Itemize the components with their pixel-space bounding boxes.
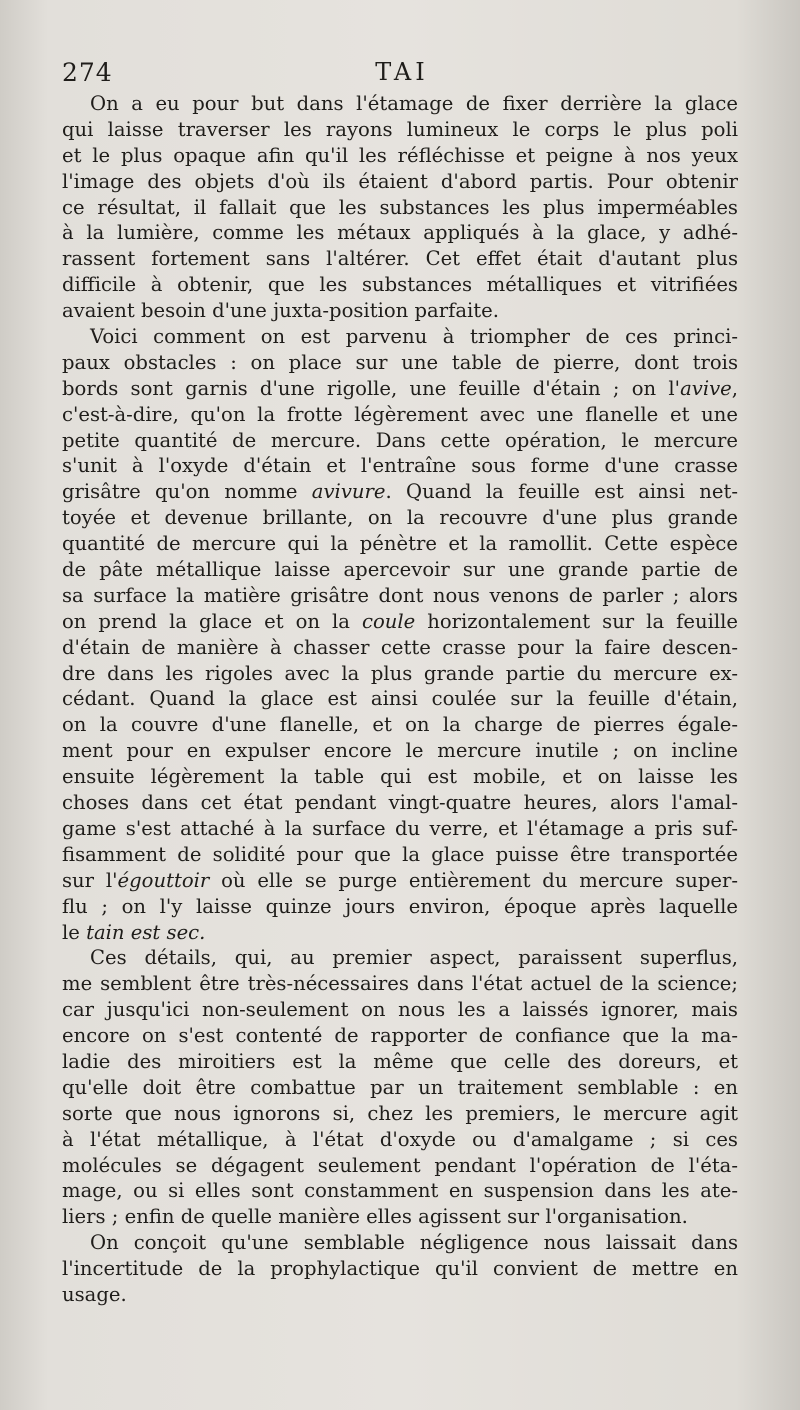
text-line [62,997,738,1023]
text-line [62,661,738,687]
text-line [62,609,738,635]
text-segment: choses dans cet état pendant vingt-quatre heures, alors l'amal- [62,791,738,815]
text-segment: c'est-à-dire, qu'on la frotte légèrement avec une flanelle et une [62,402,738,426]
text-line [62,531,738,557]
text-line [62,195,738,221]
text-line [62,894,738,920]
running-head: TAI [375,58,429,86]
text-line [62,350,738,376]
text-line [62,1204,738,1230]
text-line [62,324,738,350]
text-segment: usage. [62,1282,127,1306]
text-segment: sorte que nous ignorons si, chez les premiers, le mercure agit [62,1101,738,1125]
text-segment: dre dans les rigoles avec la plus grande partie du mercure ex- [62,661,738,685]
text-segment: le [62,920,87,944]
paragraph [62,324,738,945]
text-segment: l'incertitude de la prophylactique qu'il convient de mettre en [62,1257,738,1281]
text-line [62,143,738,169]
text-segment: ensuite légèrement la table qui est mobile, et on laisse les [62,765,738,789]
text-segment: sur l' [62,868,118,892]
text-segment: où elle se purge entièrement du mercure super- [209,868,738,892]
text-segment: quantité de mercure qui la pénètre et la ramollit. Cette espèce [62,532,738,556]
text-line [62,505,738,531]
text-segment: liers ; enfin de quelle manière elles agissent sur l'organisation. [62,1205,688,1229]
text-segment: On a eu pour but dans l'étamage de fixer derrière la glace [90,92,738,115]
text-line [62,686,738,712]
text-line [62,920,738,946]
text-line [62,868,738,894]
text-line [62,220,738,246]
text-segment: petite quantité de mercure. Dans cette opération, le mercure [62,428,738,452]
text-line [62,376,738,402]
text-segment: de pâte métallique laisse apercevoir sur une grande partie de [62,558,738,582]
text-segment: on la couvre d'une flanelle, et on la charge de pierres égale- [62,713,738,737]
text-line [62,816,738,842]
italic-term: avive [680,376,732,400]
text-line [62,764,738,790]
text-segment: Ces détails, qui, au premier aspect, paraissent superflus, [90,946,738,970]
text-line [62,1153,738,1179]
text-segment: d'étain de manière à chasser cette crasse pour la faire descen- [62,635,738,659]
text-line [62,117,738,143]
text-segment: fisamment de solidité pour que la glace puisse être transportée [62,842,738,866]
text-line [62,790,738,816]
text-segment: car jusqu'ici non-seulement on nous les a laissés ignorer, mais [62,998,738,1022]
text-segment: . Quand la feuille est ainsi net- [385,480,738,504]
paragraph [62,91,738,324]
text-segment: à la lumière, comme les métaux appliqués à la glace, y adhé- [62,221,738,245]
italic-term: égouttoir [117,868,210,892]
text-line [62,1256,738,1282]
text-line [62,842,738,868]
text-segment: me semblent être très-nécessaires dans l'état actuel de la science; [62,972,738,996]
text-segment: et le plus opaque afin qu'il les réfléchisse et peigne à nos yeux [62,143,738,167]
text-line [62,1101,738,1127]
text-segment: ladie des miroitiers est la même que celle des doreurs, et [62,1049,738,1073]
text-segment: ment pour en expulser encore le mercure inutile ; on incline [62,739,738,763]
text-line [62,1282,738,1308]
text-line [62,945,738,971]
text-line [62,1127,738,1153]
text-segment: horizontalement sur la feuille [415,609,739,633]
text-segment: toyée et devenue brillante, on la recouvre d'une plus grande [62,506,738,530]
text-line [62,712,738,738]
text-segment: encore on s'est contenté de rapporter de confiance que la ma- [62,1024,738,1048]
text-line [62,557,738,583]
text-line [62,453,738,479]
italic-term: coule [361,609,416,633]
text-segment: on prend la glace et on la [62,609,362,633]
text-line [62,428,738,454]
text-line [62,635,738,661]
text-segment: qui laisse traverser les rayons lumineux le corps le plus poli [62,117,738,141]
text-line [62,971,738,997]
text-line [62,1023,738,1049]
text-segment: s'unit à l'oxyde d'étain et l'entraîne sous forme d'une crasse [62,454,738,478]
text-segment: difficile à obtenir, que les substances métalliques et vitrifiées [62,273,738,297]
page-number: 274 [62,58,113,87]
page-header [62,58,742,92]
text-segment: molécules se dégagent seulement pendant l'opération de l'éta- [62,1153,738,1177]
italic-term: tain est sec. [86,920,206,944]
body-text [62,91,738,1308]
text-segment: , [731,376,738,400]
text-segment: l'image des objets d'où ils étaient d'abord partis. Pour obtenir [62,169,738,193]
text-line [62,298,738,324]
text-line [62,1178,738,1204]
text-segment: sa surface la matière grisâtre dont nous venons de parler ; alors [62,583,738,607]
text-line [62,1049,738,1075]
text-segment: grisâtre qu'on nomme [62,480,312,504]
text-segment: game s'est attaché à la surface du verre, et l'étamage a pris suf- [62,816,738,840]
text-line [62,583,738,609]
text-line [62,272,738,298]
text-segment: avaient besoin d'une juxta-position parfaite. [62,299,499,323]
text-segment: à l'état métallique, à l'état d'oxyde ou d'amalgame ; si ces [62,1127,738,1151]
text-line [62,246,738,272]
text-line [62,169,738,195]
italic-term: avivure [311,480,386,504]
text-line [62,738,738,764]
text-segment: rassent fortement sans l'altérer. Cet effet était d'autant plus [62,247,738,271]
text-line [62,91,738,117]
text-segment: bords sont garnis d'une rigolle, une feuille d'étain ; on l' [62,376,681,400]
paragraph [62,945,738,1230]
text-segment: ce résultat, il fallait que les substances les plus imperméables [62,195,738,219]
text-segment: flu ; on l'y laisse quinze jours environ, époque après laquelle [62,894,738,918]
paragraph [62,1230,738,1308]
text-segment: Voici comment on est parvenu à triompher de ces princi- [90,325,738,349]
text-line [62,402,738,428]
text-line [62,1075,738,1101]
text-line [62,1230,738,1256]
text-segment: mage, ou si elles sont constamment en suspension dans les ate- [62,1179,738,1203]
text-line [62,479,738,505]
text-segment: qu'elle doit être combattue par un traitement semblable : en [62,1075,738,1099]
text-segment: paux obstacles : on place sur une table de pierre, dont trois [62,350,738,374]
text-segment: On conçoit qu'une semblable négligence nous laissait dans [90,1231,738,1255]
text-segment: cédant. Quand la glace est ainsi coulée sur la feuille d'étain, [62,687,738,711]
